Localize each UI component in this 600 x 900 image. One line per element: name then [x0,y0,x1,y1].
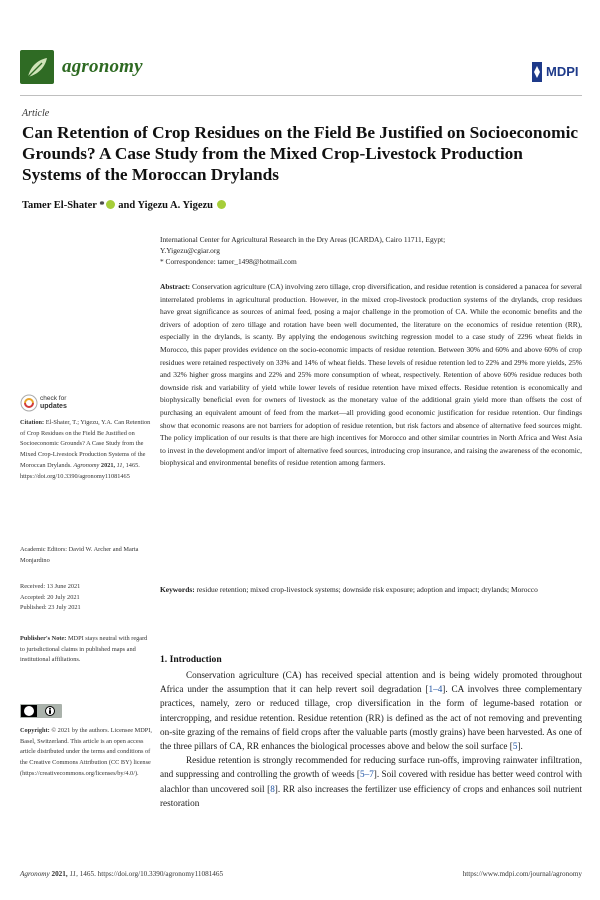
abstract [160,281,582,470]
footer-journal: Agronomy [20,870,50,878]
pubnote-text: MDPI stays neutral with regard to jurisdictional claims in published maps and institutional affiliations. [20,635,148,664]
affiliation-institution: International Center for Agricultural Research in the Dry Areas (ICARDA), Cairo 11711, Egypt; [160,235,446,244]
citation-year: 2021, [100,461,116,469]
reference-link[interactable]: 8 [270,783,275,794]
orcid-icon[interactable] [217,200,226,209]
affiliation-block [160,234,580,267]
citation [20,418,152,482]
footer-citation [20,870,223,878]
article-type: Article [22,108,50,119]
check-for-label: check for [40,395,67,402]
reference-link[interactable]: 5–7 [360,769,374,780]
cc-by-icon [20,704,62,718]
orcid-icon[interactable] [106,200,115,209]
keywords [160,584,582,597]
affiliation-email[interactable]: Y.Yigezu@cgiar.org [160,246,220,255]
mdpi-logo[interactable] [532,58,582,88]
section-heading: 1. Introduction [160,654,222,665]
author-conjunction: and [118,200,136,211]
copyright [20,726,152,780]
copyright-label: Copyright: [20,727,50,734]
published-date: Published: 23 July 2021 [20,604,81,612]
header-divider [20,95,582,96]
citation-text: El-Shater, T.; Yigezu, Y.A. Can Retention of Crop Residues on the Field Be Justified on Socioeconomic Grounds? A Case Study from the Mixed Crop-Livestock Production Systems of the Moroccan Drylands. [20,419,151,469]
author-name[interactable]: Tamer El-Shater [22,200,97,211]
journal-logo-icon [20,50,54,84]
footer-volume: 11, [69,870,78,878]
citation-doi[interactable]: 1465. https://doi.org/10.3390/agronomy11081465 [20,461,140,480]
publisher-note [20,634,152,666]
citation-journal: Agronomy [73,461,100,469]
reference-link[interactable]: 1–4 [428,684,443,695]
journal-name[interactable]: agronomy [62,56,143,77]
author-list [22,200,227,211]
introduction-body [160,668,582,810]
citation-label: Citation: [20,419,45,426]
author-name[interactable]: Yigezu A. Yigezu [137,200,213,211]
paragraph-text: Residue retention is strongly recommended for reducing surface run-offs, improving rainwater infiltration, and suppressing and controlling the growth of weeds [ [160,755,582,780]
copyright-text: © 2021 by the authors. Licensee MDPI, Basel, Switzerland. This article is an open access article distributed under the terms and conditions of the Creative Commons Attribution (CC BY) license (https://creativecommons.org/licenses/by/4.0/). [20,727,152,777]
paragraph [160,753,582,810]
reference-link[interactable]: 5 [512,741,518,752]
received-date: Received: 13 June 2021 [20,583,81,590]
abstract-label: Abstract: [160,282,191,291]
keywords-text: residue retention; mixed crop-livestock systems; downside risk exposure; adoption and impact; drylands; Morocco [196,585,538,594]
paragraph-text: ]. RR also increases the fertilizer use efficiency of crops and enhances soil nutrient restoration [160,783,582,808]
accepted-date: Accepted: 20 July 2021 [20,593,80,601]
paragraph [160,668,582,753]
paragraph-text: ]. CA involves three complementary practices, namely, zero or reduced tillage, crop diversification in the form of legume-based rotation or intercropping, and residue retention. Residue retention (RR) is defined as the act of not removing and preventing on-site grazing of the remains of field crops after the valuable parts (mostly grains) have been harvested. As one of the three pillars of CA, RR enhances the biological processes above and below the soil surface [ [160,684,582,752]
correspondence: * Correspondence: tamer_1498@hotmail.com [160,257,297,266]
publisher-name: MDPI [546,64,579,79]
abstract-text: Conservation agriculture (CA) involving zero tillage, crop diversification, and residue retention is considered a panacea for several interrelated problems in agricultural production. However, in the mixed crop-livestock production systems of the drylands, crop residues have great significance as sources of animal feed, posing a major challenge in the promotion of CA. While the economic benefits and the drivers of adoption of zero tillage and rotation have been well documented, the literature on the economics of residue retention (RR), especially in the drylands, is scanty. By applying the endogenous switching regression model to a case study of 2296 wheat fields in Morocco, this paper provides evidence on the socio-economic impacts of residue retention. Between 30% and 60% and above 60% of crop residues were retained respectively on 33% and 14% of wheat fields. These levels of residue retention led to 22% and 29% more yields, 25% and 32% higher gross margins and 22% and 25% more consumption of wheat, respectively. Retention of above 60% residue reduces both downside risk and variability of yield while lower levels of residue retention have mixed effects. Residue retention is economically and biophysically beneficial even for owners of livestock as the monetary value of the additional grain yield more than offsets the cost of purchasing an equivalent amount of feed from the market—all providing good economic justification for residue retention. Our findings show that economic reasons are not barriers for adoption of residue retention, but risk factors and absence of alternative feed sources might. The policy implication of our results is that there are high incentives for Morocco and other similar countries in North Africa and West Asia to invest in the development and/or import of alternative feed sources, introducing crop insurance, and raising the awareness of the economic, biophysical and environmental benefits of residue retention among farmers. [160,282,583,468]
article-title: Can Retention of Crop Residues on the Field Be Justified on Socioeconomic Grounds? A Case Study from the Mixed Crop-Livestock Production Systems of the Moroccan Drylands [22,123,579,184]
citation-volume: 11, [116,461,125,469]
check-for-updates-icon [20,394,38,412]
pubnote-label: Publisher's Note: [20,635,67,642]
footer-year: 2021, [51,870,68,878]
footer-doi[interactable]: 1465. https://doi.org/10.3390/agronomy11081465 [79,870,224,878]
corresponding-mark: * [99,200,105,211]
editors-names: David W. Archer and Marta Monjardino [20,546,139,564]
footer-journal-url[interactable]: https://www.mdpi.com/journal/agronomy [462,870,582,878]
updates-label: updates [40,402,67,410]
article-dates [20,582,152,614]
keywords-label: Keywords: [160,585,195,594]
paragraph-text: Conservation agriculture (CA) has received special attention and is being widely promoted throughout Africa under the assumption that it can help revert soil degradation [ [160,670,582,695]
cc-license-badge[interactable] [20,704,62,718]
editors-label: Academic Editors: [20,546,68,553]
paragraph-text: ]. Soil covered with residue has better weed control with alachlor than uncovered soil [ [160,769,582,794]
academic-editors [20,545,152,566]
paragraph-text: ]. [517,741,523,752]
